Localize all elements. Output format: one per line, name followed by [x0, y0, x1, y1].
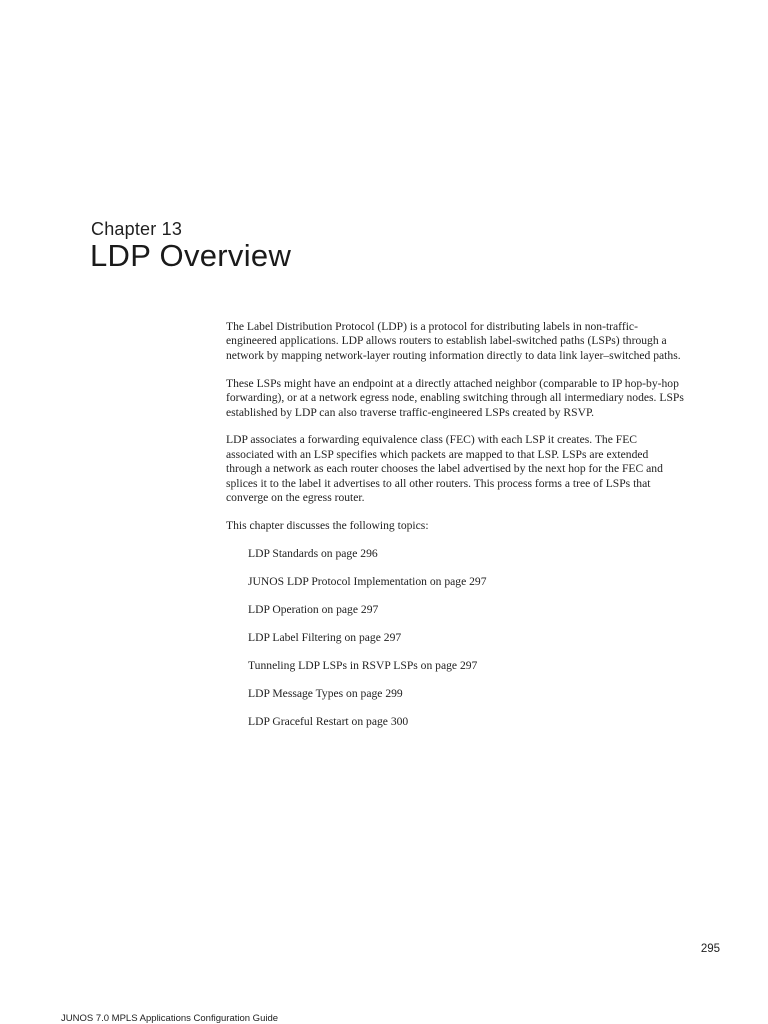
chapter-label: Chapter 13	[91, 219, 183, 239]
topic-item-junos-ldp-implementation[interactable]: JUNOS LDP Protocol Implementation on page 297	[248, 574, 487, 588]
topic-list	[226, 547, 686, 743]
topic-item-ldp-label-filtering[interactable]: LDP Label Filtering on page 297	[248, 630, 402, 644]
footer-title: JUNOS 7.0 MPLS Applications Configuration Guide	[61, 1013, 279, 1024]
chapter-title: LDP Overview	[90, 238, 292, 273]
topic-item-ldp-message-types[interactable]: LDP Message Types on page 299	[248, 686, 403, 700]
lsp-endpoints-paragraph: These LSPs might have an endpoint at a directly attached neighbor (comparable to IP hop-by-hop forwarding), or at a network egress node, enabling switching through all intermediary nodes. LSPs established by LDP can also traverse traffic-engineered LSPs created by RSVP.	[226, 376, 684, 419]
intro-paragraph: The Label Distribution Protocol (LDP) is a protocol for distributing labels in non-traffic-engineered applications. LDP allows routers to establish label-switched paths (LSPs) through a network by mapping network-layer routing information directly to data link layer–switched paths.	[226, 320, 681, 362]
topics-intro: This chapter discusses the following topics:	[226, 518, 429, 532]
topic-item-ldp-graceful-restart[interactable]: LDP Graceful Restart on page 300	[248, 714, 409, 728]
topic-item-tunneling-ldp-lsps[interactable]: Tunneling LDP LSPs in RSVP LSPs on page 297	[248, 658, 478, 672]
topic-item-ldp-standards[interactable]: LDP Standards on page 296	[248, 546, 378, 560]
page-number: 295	[700, 943, 720, 955]
topic-item-ldp-operation[interactable]: LDP Operation on page 297	[248, 602, 379, 616]
chapter-body	[226, 320, 686, 743]
fec-paragraph: LDP associates a forwarding equivalence class (FEC) with each LSP it creates. The FEC associated with an LSP specifies which packets are mapped to that LSP. LSPs are extended through a network as each router chooses the label advertised by the next hop for the FEC and splices it to the label it advertises to all other routers. This process forms a tree of LSPs that converge on the egress router.	[226, 433, 663, 505]
